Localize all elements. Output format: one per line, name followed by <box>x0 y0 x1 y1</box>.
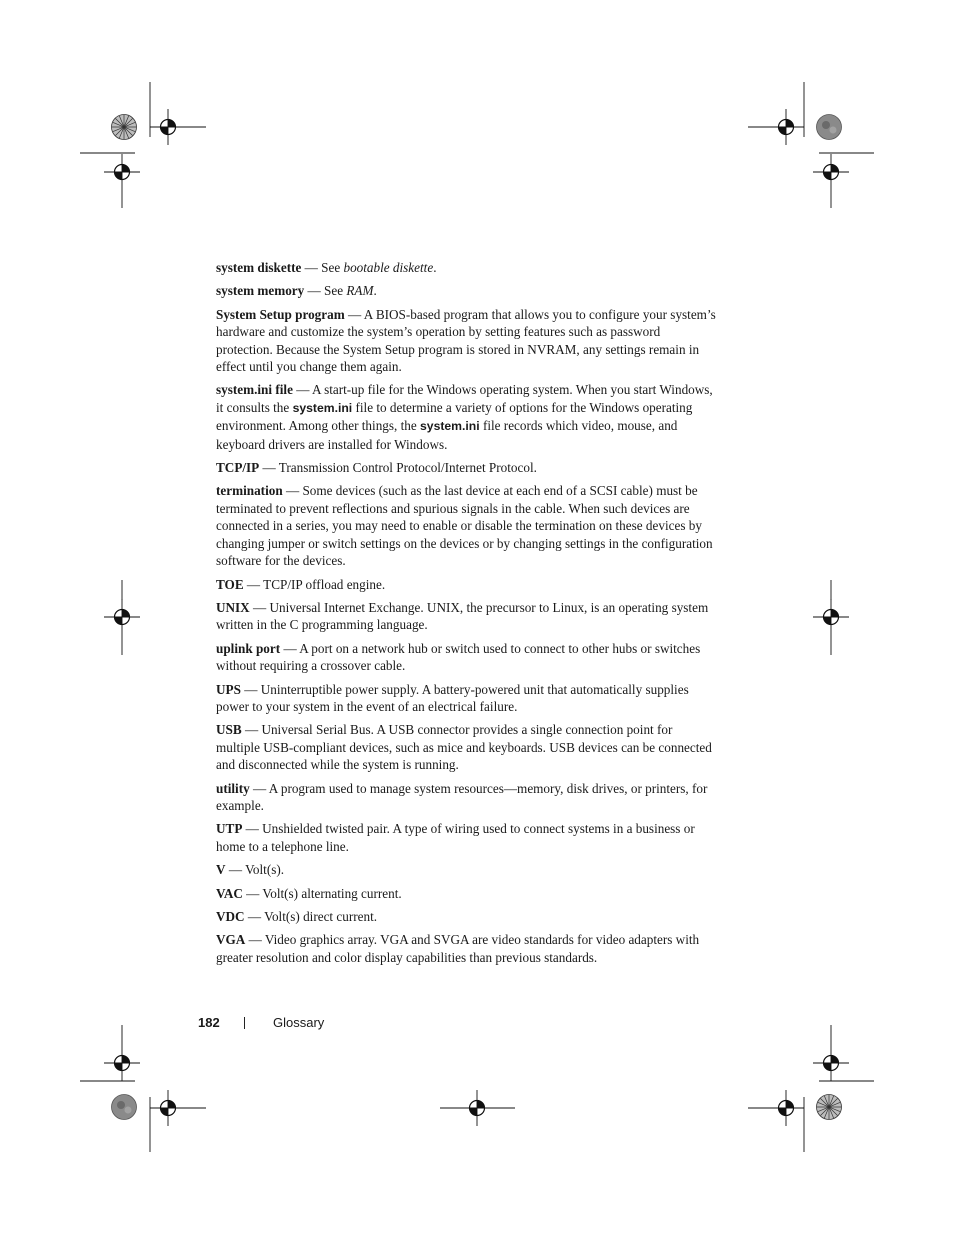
definition-text: — Video graphics array. VGA and SVGA are video standards for video adapters with greater resolution and color display capabilities than previous standards. <box>216 932 700 965</box>
definition-text: — A BIOS-based program that allows you to configure your system’s hardware and customize the system’s operation by setting features such as password protection. Because the System Setup program is stored in NVRAM, any settings remain in effect until you change them again. <box>216 306 716 375</box>
definition-text: — Volt(s) direct current. <box>244 909 378 924</box>
glossary-term: system diskette <box>216 260 302 275</box>
glossary-entry <box>216 681 716 716</box>
glossary-term: VDC <box>216 909 245 924</box>
definition-text: — Uninterruptible power supply. A battery-powered unit that automatically supplies power to your system in the event of an electrical failure. <box>216 681 689 714</box>
glossary-term: VGA <box>216 932 246 948</box>
cross-reference: RAM <box>346 283 374 299</box>
definition-text: file to determine a variety of options for the Windows operating environment. Among other things, the <box>216 399 693 434</box>
glossary-entry <box>216 780 716 815</box>
footer-separator <box>244 1017 245 1029</box>
definition-text: — Volt(s) alternating current. <box>242 885 402 901</box>
definition-text: . <box>433 260 437 275</box>
glossary-entry <box>216 931 716 966</box>
glossary-term: V <box>216 862 226 878</box>
glossary-term: VAC <box>216 885 243 901</box>
glossary-entry <box>216 861 716 878</box>
definition-text: — TCP/IP offload engine. <box>243 576 386 592</box>
glossary-term: System Setup program <box>216 306 345 322</box>
definition-text: — Universal Serial Bus. A USB connector provides a single connection point for multiple USB-compliant devices, such as mice and keyboards. USB devices can be connected and disconnected while the system is running. <box>216 722 712 773</box>
glossary-entry <box>216 259 716 276</box>
definition-text: — A start-up file for the Windows operating system. When you start Windows, it consults the <box>216 382 713 415</box>
definition-text: — A program used to manage system resources—memory, disk drives, or printers, for example. <box>216 780 708 813</box>
glossary-term: system memory <box>216 283 305 299</box>
glossary-entry <box>216 640 716 675</box>
definition-text: — Volt(s). <box>225 862 285 878</box>
glossary-term: system.ini file <box>216 382 293 398</box>
definition-text: — A port on a network hub or switch used to connect to other hubs or switches without requiring a crossover cable. <box>216 640 701 674</box>
glossary-entry <box>216 459 716 476</box>
definition-text: — Universal Internet Exchange. UNIX, the precursor to Linux, is an operating system written in the C programming language. <box>216 599 709 633</box>
glossary-entry <box>216 282 716 299</box>
glossary-term: UPS <box>216 681 241 697</box>
glossary-content <box>216 259 716 972</box>
glossary-entry <box>216 599 716 634</box>
definition-text: — See <box>301 260 344 275</box>
glossary-term: uplink port <box>216 640 281 656</box>
glossary-term: UTP <box>216 821 243 837</box>
glossary-term: USB <box>216 722 242 738</box>
section-title: Glossary <box>273 1015 325 1030</box>
cross-reference: bootable diskette <box>343 260 434 275</box>
glossary-entry <box>216 482 716 569</box>
page-number: 182 <box>198 1015 220 1030</box>
glossary-term: termination <box>216 483 283 499</box>
page-footer <box>198 1015 324 1030</box>
definition-text: — Transmission Control Protocol/Internet Protocol. <box>259 460 537 476</box>
definition-text: . <box>373 283 377 299</box>
definition-text: — Unshielded twisted pair. A type of wiring used to connect systems in a business or home to a telephone line. <box>216 821 695 854</box>
glossary-entry <box>216 306 716 376</box>
definition-text: — Some devices (such as the last device at each end of a SCSI cable) must be terminated to prevent reflections and spurious signals in the cable. When such devices are connected in a series, you may need to enable or disable the termination on these devices by changing jumper or switch settings on the devices or by changing settings in the configuration software for the devices. <box>216 483 713 569</box>
glossary-entry <box>216 908 716 925</box>
glossary-term: UNIX <box>216 599 250 615</box>
glossary-entry <box>216 721 716 773</box>
glossary-entry <box>216 576 716 593</box>
inline-filename: system.ini <box>420 419 480 434</box>
glossary-entry <box>216 381 716 453</box>
glossary-entry <box>216 885 716 902</box>
glossary-term: utility <box>216 780 250 796</box>
glossary-term: TCP/IP <box>216 460 260 476</box>
definition-text: — See <box>304 283 347 299</box>
glossary-term: TOE <box>216 576 244 592</box>
definition-text: file records which video, mouse, and keyboard drivers are installed for Windows. <box>216 418 678 452</box>
inline-filename: system.ini <box>292 400 353 415</box>
glossary-entry <box>216 820 716 855</box>
